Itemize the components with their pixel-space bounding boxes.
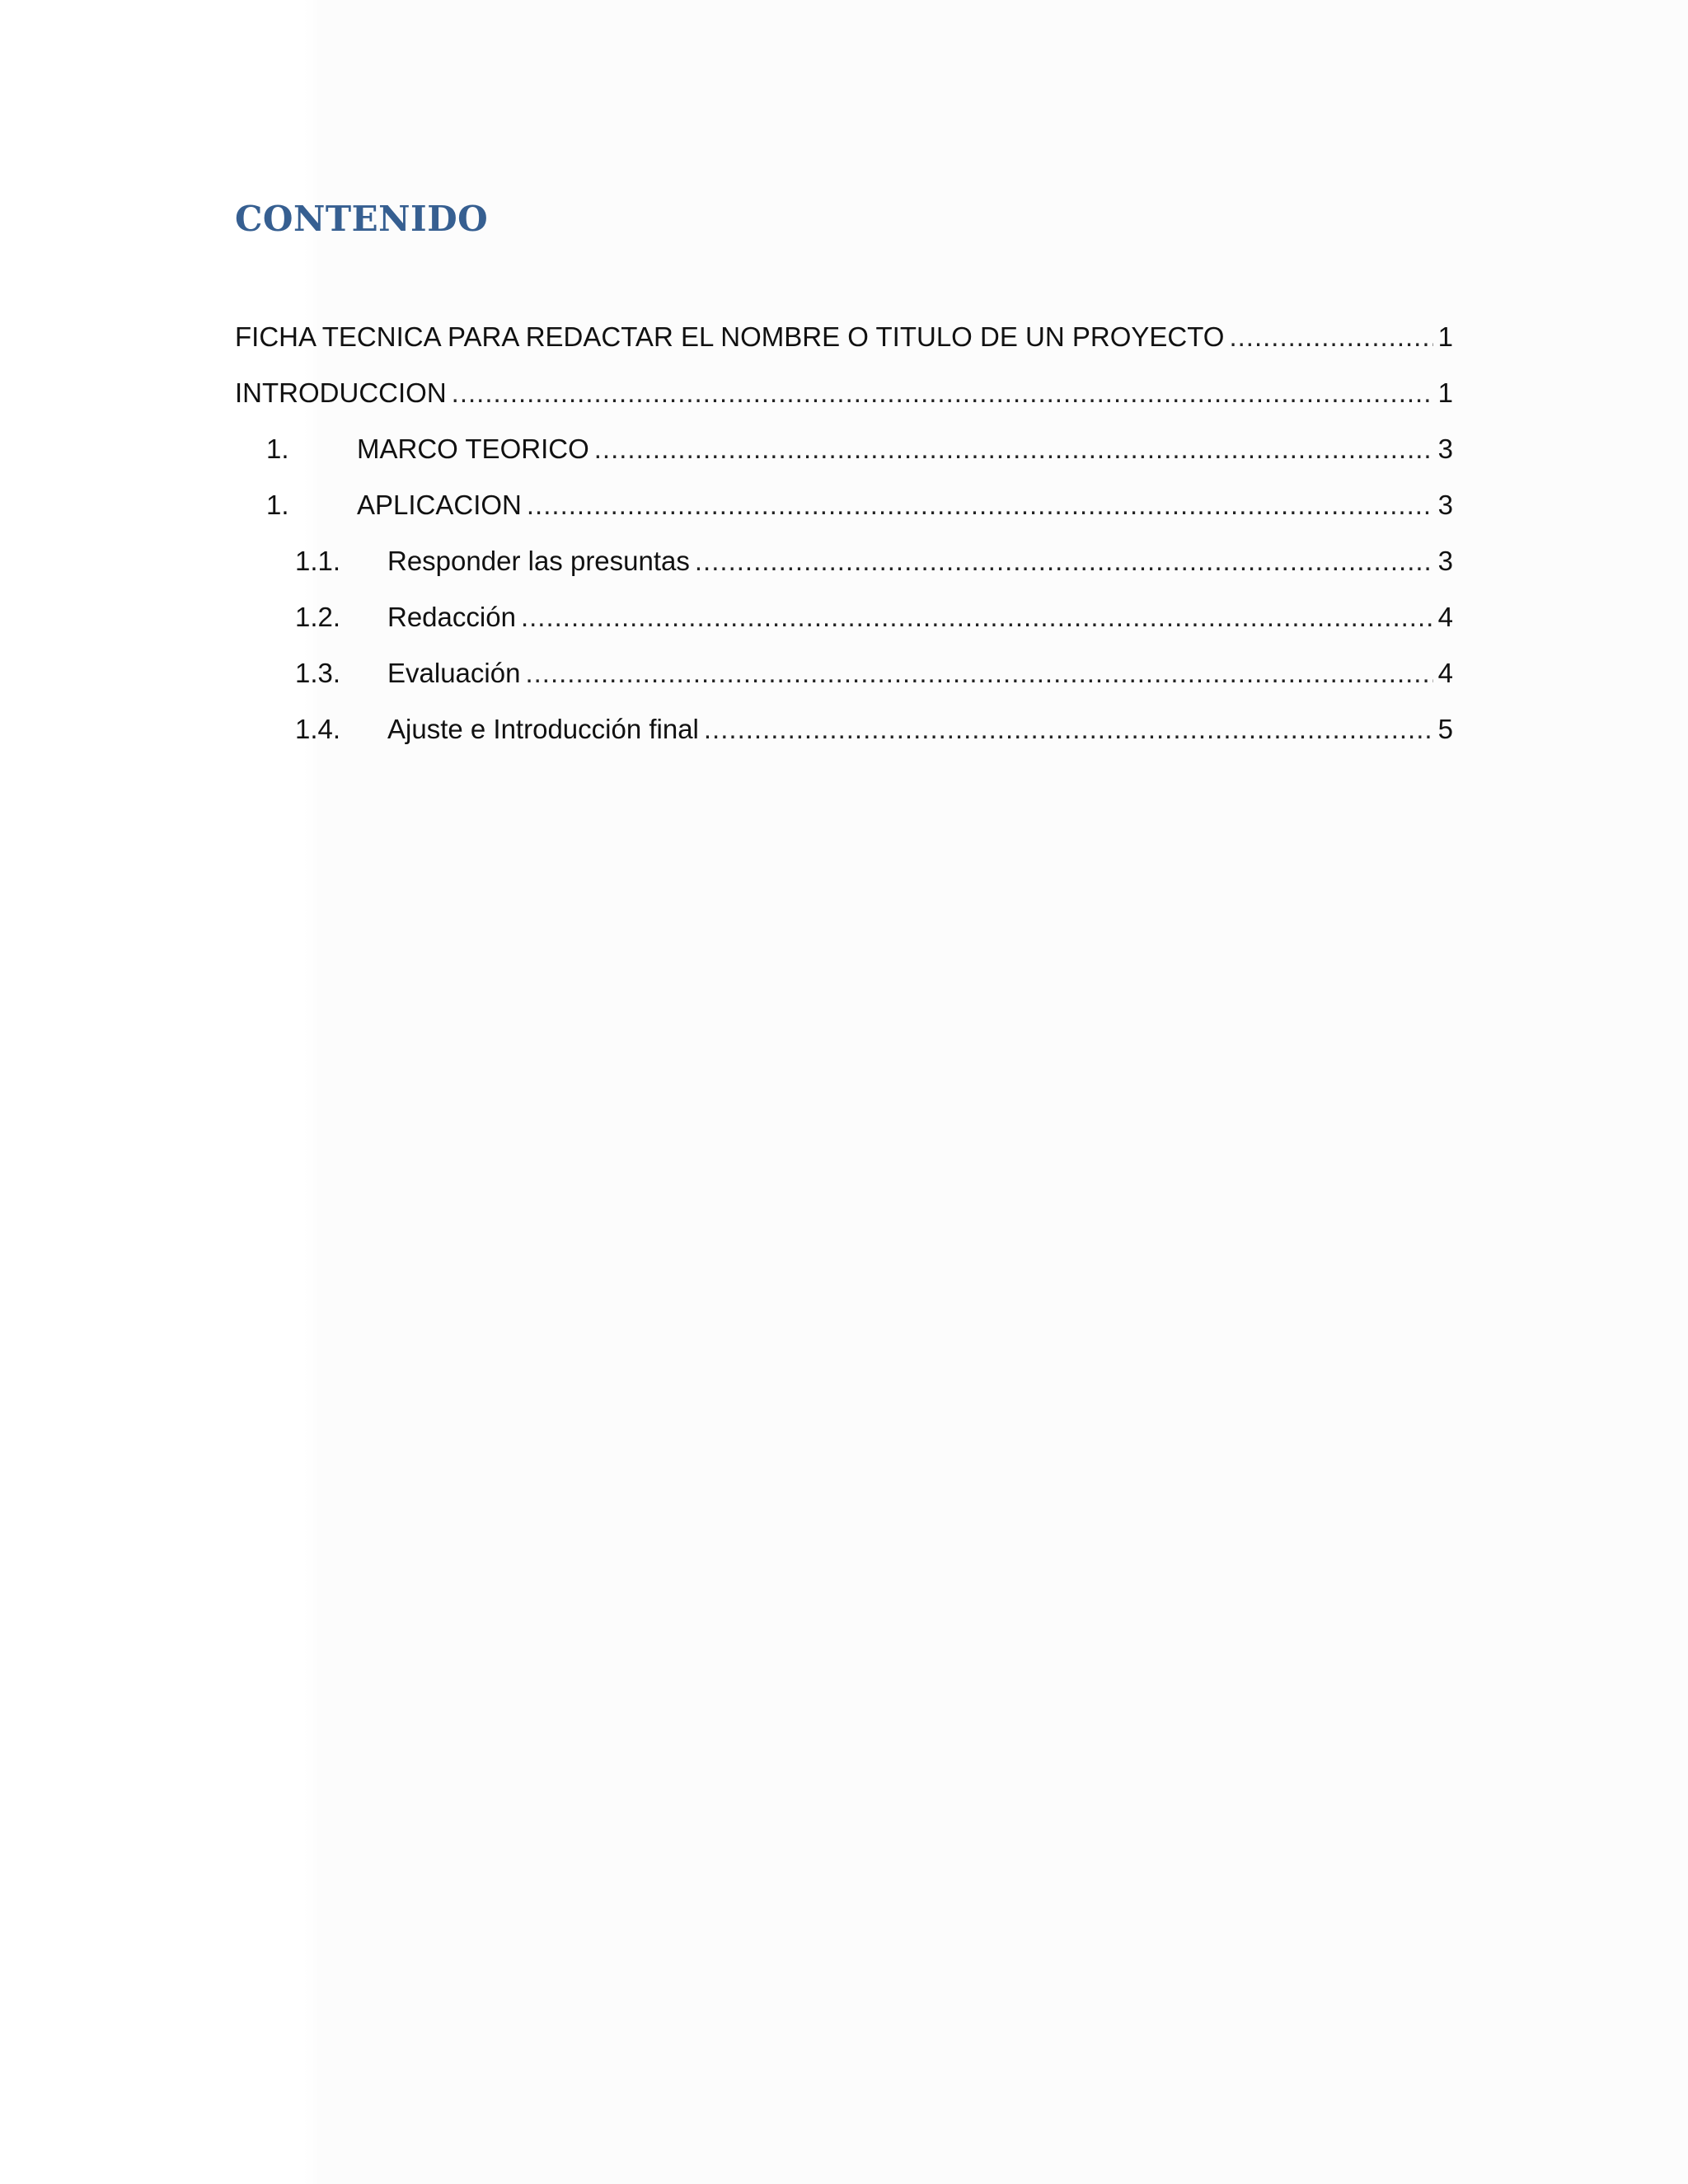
toc-page-number: 3 bbox=[1437, 490, 1453, 520]
toc-entry-number: 1.1. bbox=[295, 546, 341, 576]
toc-entry[interactable] bbox=[235, 429, 1453, 470]
toc-page-number: 5 bbox=[1437, 714, 1453, 744]
toc-leader bbox=[704, 709, 1433, 750]
toc-entry-label: Ajuste e Introducción final bbox=[387, 714, 699, 744]
toc-entry-label: Redacción bbox=[387, 602, 516, 632]
toc-entry[interactable] bbox=[235, 485, 1453, 526]
toc-leader bbox=[594, 429, 1433, 470]
toc-entry[interactable] bbox=[235, 316, 1453, 358]
toc-page-number: 4 bbox=[1437, 658, 1453, 688]
toc-leader bbox=[695, 541, 1433, 582]
toc-page-number: 3 bbox=[1437, 434, 1453, 464]
toc-entry-label: APLICACION bbox=[357, 490, 522, 520]
toc-entry-label: MARCO TEORICO bbox=[357, 434, 589, 464]
toc-entry-label: INTRODUCCION bbox=[235, 377, 447, 408]
toc-entry-label: FICHA TECNICA PARA REDACTAR EL NOMBRE O TITULO DE UN PROYECTO bbox=[235, 321, 1225, 352]
toc-page-number: 4 bbox=[1437, 602, 1453, 632]
toc-entry[interactable] bbox=[235, 709, 1453, 750]
toc-leader bbox=[452, 373, 1433, 414]
toc-leader bbox=[1229, 316, 1432, 358]
toc-entry-label: Evaluación bbox=[387, 658, 521, 688]
toc-entry-label: Responder las presuntas bbox=[387, 546, 690, 576]
toc-leader bbox=[521, 597, 1433, 638]
toc-entry-number: 1.2. bbox=[295, 602, 341, 632]
toc-entry[interactable] bbox=[235, 597, 1453, 638]
toc-entry-number: 1.4. bbox=[295, 714, 341, 744]
toc-entry-number: 1. bbox=[266, 434, 289, 464]
page-title: CONTENIDO bbox=[235, 199, 489, 239]
toc-entry[interactable] bbox=[235, 541, 1453, 582]
toc-leader bbox=[527, 485, 1433, 526]
toc-entry-number: 1.3. bbox=[295, 658, 341, 688]
toc-entry-number: 1. bbox=[266, 490, 289, 520]
toc-leader bbox=[525, 653, 1432, 694]
toc-page-number: 3 bbox=[1437, 546, 1453, 576]
toc-page-number: 1 bbox=[1437, 321, 1453, 352]
toc-page-number: 1 bbox=[1437, 377, 1453, 408]
toc-entry[interactable] bbox=[235, 373, 1453, 414]
toc-entry[interactable] bbox=[235, 653, 1453, 694]
